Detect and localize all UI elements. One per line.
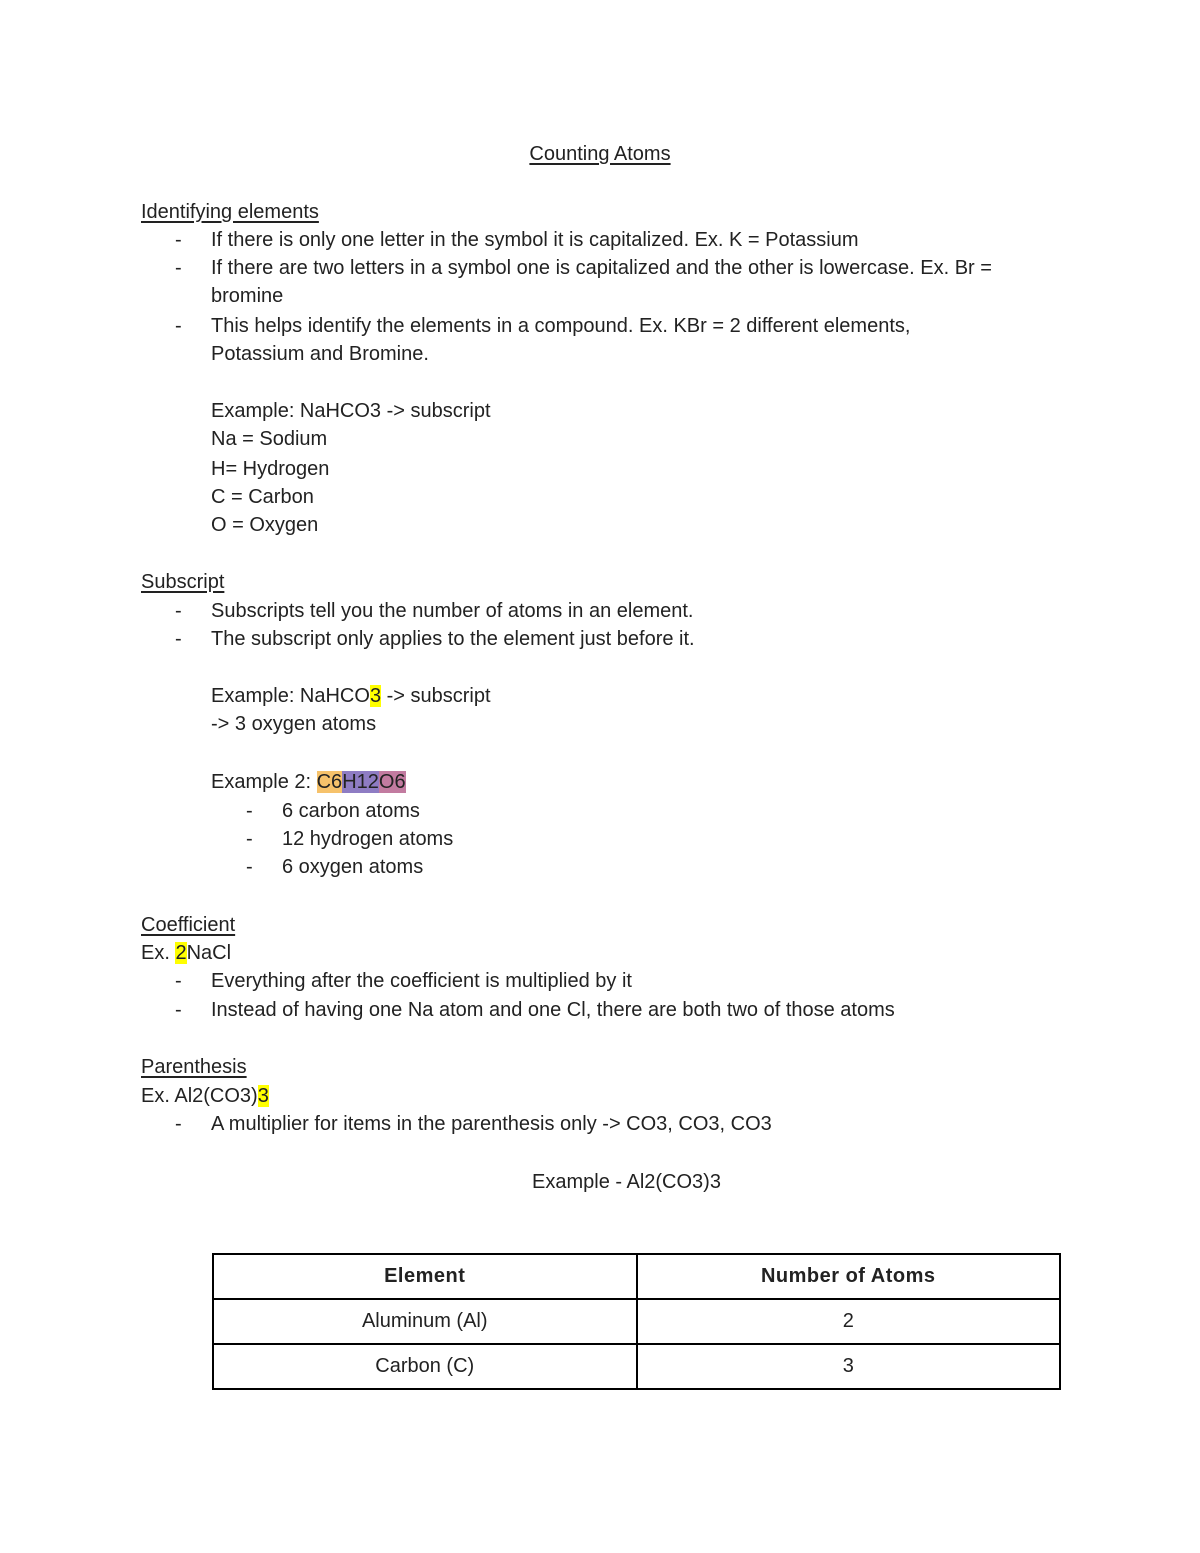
atoms-table (212, 1253, 1061, 1390)
example-2-hydrogen-count: 12 hydrogen atoms (282, 828, 454, 850)
coefficient-example (141, 939, 231, 967)
subscript-example-result: -> 3 oxygen atoms (211, 713, 377, 735)
bullet-dash: - (175, 999, 182, 1021)
heading-identifying: Identifying elements (141, 201, 319, 223)
subscript-example (211, 682, 491, 710)
parenthesis-highlight: 3 (257, 1085, 269, 1107)
heading-parenthesis: Parenthesis (141, 1056, 247, 1078)
identifying-bullet-1: If there is only one letter in the symbol it is capitalized. Ex. K = Potassium (211, 229, 859, 251)
column-header-element: Element (213, 1254, 637, 1299)
example-2-prefix: Example 2: (211, 771, 317, 793)
subscript-highlight: 3 (369, 685, 382, 707)
element-carbon: C = Carbon (211, 486, 314, 508)
table-header-row (213, 1254, 1060, 1299)
parenthesis-example (141, 1082, 269, 1110)
example-2-carbon-count: 6 carbon atoms (282, 800, 420, 822)
parenthesis-example-prefix: Ex. Al2(CO3) (141, 1085, 258, 1107)
bullet-dash: - (175, 229, 182, 251)
table-row (213, 1299, 1060, 1344)
subscript-bullet-1: Subscripts tell you the number of atoms in an element. (211, 600, 694, 622)
identifying-bullet-3-line-1: This helps identify the elements in a compound. Ex. KBr = 2 different elements, (211, 315, 911, 337)
table-cell-count: 2 (637, 1299, 1061, 1344)
element-oxygen: O = Oxygen (211, 514, 319, 536)
formula-hydrogen: H12 (342, 771, 379, 793)
coefficient-example-suffix: NaCl (186, 942, 232, 964)
formula-oxygen: O6 (378, 771, 406, 793)
table-row (213, 1344, 1060, 1389)
example-2-oxygen-count: 6 oxygen atoms (282, 856, 424, 878)
subscript-example-suffix: -> subscript (381, 685, 491, 707)
bullet-dash: - (175, 600, 182, 622)
subscript-example-prefix: Example: NaHCO (211, 685, 370, 707)
heading-subscript: Subscript (141, 571, 225, 593)
identifying-bullet-2-line-1: If there are two letters in a symbol one is capitalized and the other is lowercase. Ex. Br = (211, 257, 992, 279)
title-text: Counting Atoms (529, 143, 671, 165)
bullet-dash: - (246, 828, 253, 850)
heading-coefficient: Coefficient (141, 914, 236, 936)
bullet-dash: - (175, 315, 182, 337)
coefficient-bullet-1: Everything after the coefficient is multiplied by it (211, 970, 632, 992)
formula-carbon: C6 (316, 771, 343, 793)
column-header-number-of-atoms: Number of Atoms (637, 1254, 1061, 1299)
identifying-example: Example: NaHCO3 -> subscript (211, 400, 491, 422)
bullet-dash: - (246, 800, 253, 822)
bullet-dash: - (175, 970, 182, 992)
bullet-dash: - (246, 856, 253, 878)
example-table-title: Example - Al2(CO3)3 (532, 1171, 721, 1193)
coefficient-bullet-2: Instead of having one Na atom and one Cl, there are both two of those atoms (211, 999, 895, 1021)
subscript-bullet-2: The subscript only applies to the element just before it. (211, 628, 695, 650)
table-cell-count: 3 (637, 1344, 1061, 1389)
bullet-dash: - (175, 628, 182, 650)
table-cell-element: Aluminum (Al) (213, 1299, 637, 1344)
page-title (0, 140, 1200, 168)
coefficient-example-prefix: Ex. (141, 942, 176, 964)
subscript-example-2 (211, 768, 406, 796)
bullet-dash: - (175, 1113, 182, 1135)
bullet-dash: - (175, 257, 182, 279)
table-cell-element: Carbon (C) (213, 1344, 637, 1389)
element-hydrogen: H= Hydrogen (211, 458, 330, 480)
identifying-bullet-3-line-2: Potassium and Bromine. (211, 343, 429, 365)
parenthesis-bullet-1: A multiplier for items in the parenthesis only -> CO3, CO3, CO3 (211, 1113, 772, 1135)
identifying-bullet-2-line-2: bromine (211, 285, 284, 307)
coefficient-highlight: 2 (175, 942, 187, 964)
element-sodium: Na = Sodium (211, 428, 328, 450)
